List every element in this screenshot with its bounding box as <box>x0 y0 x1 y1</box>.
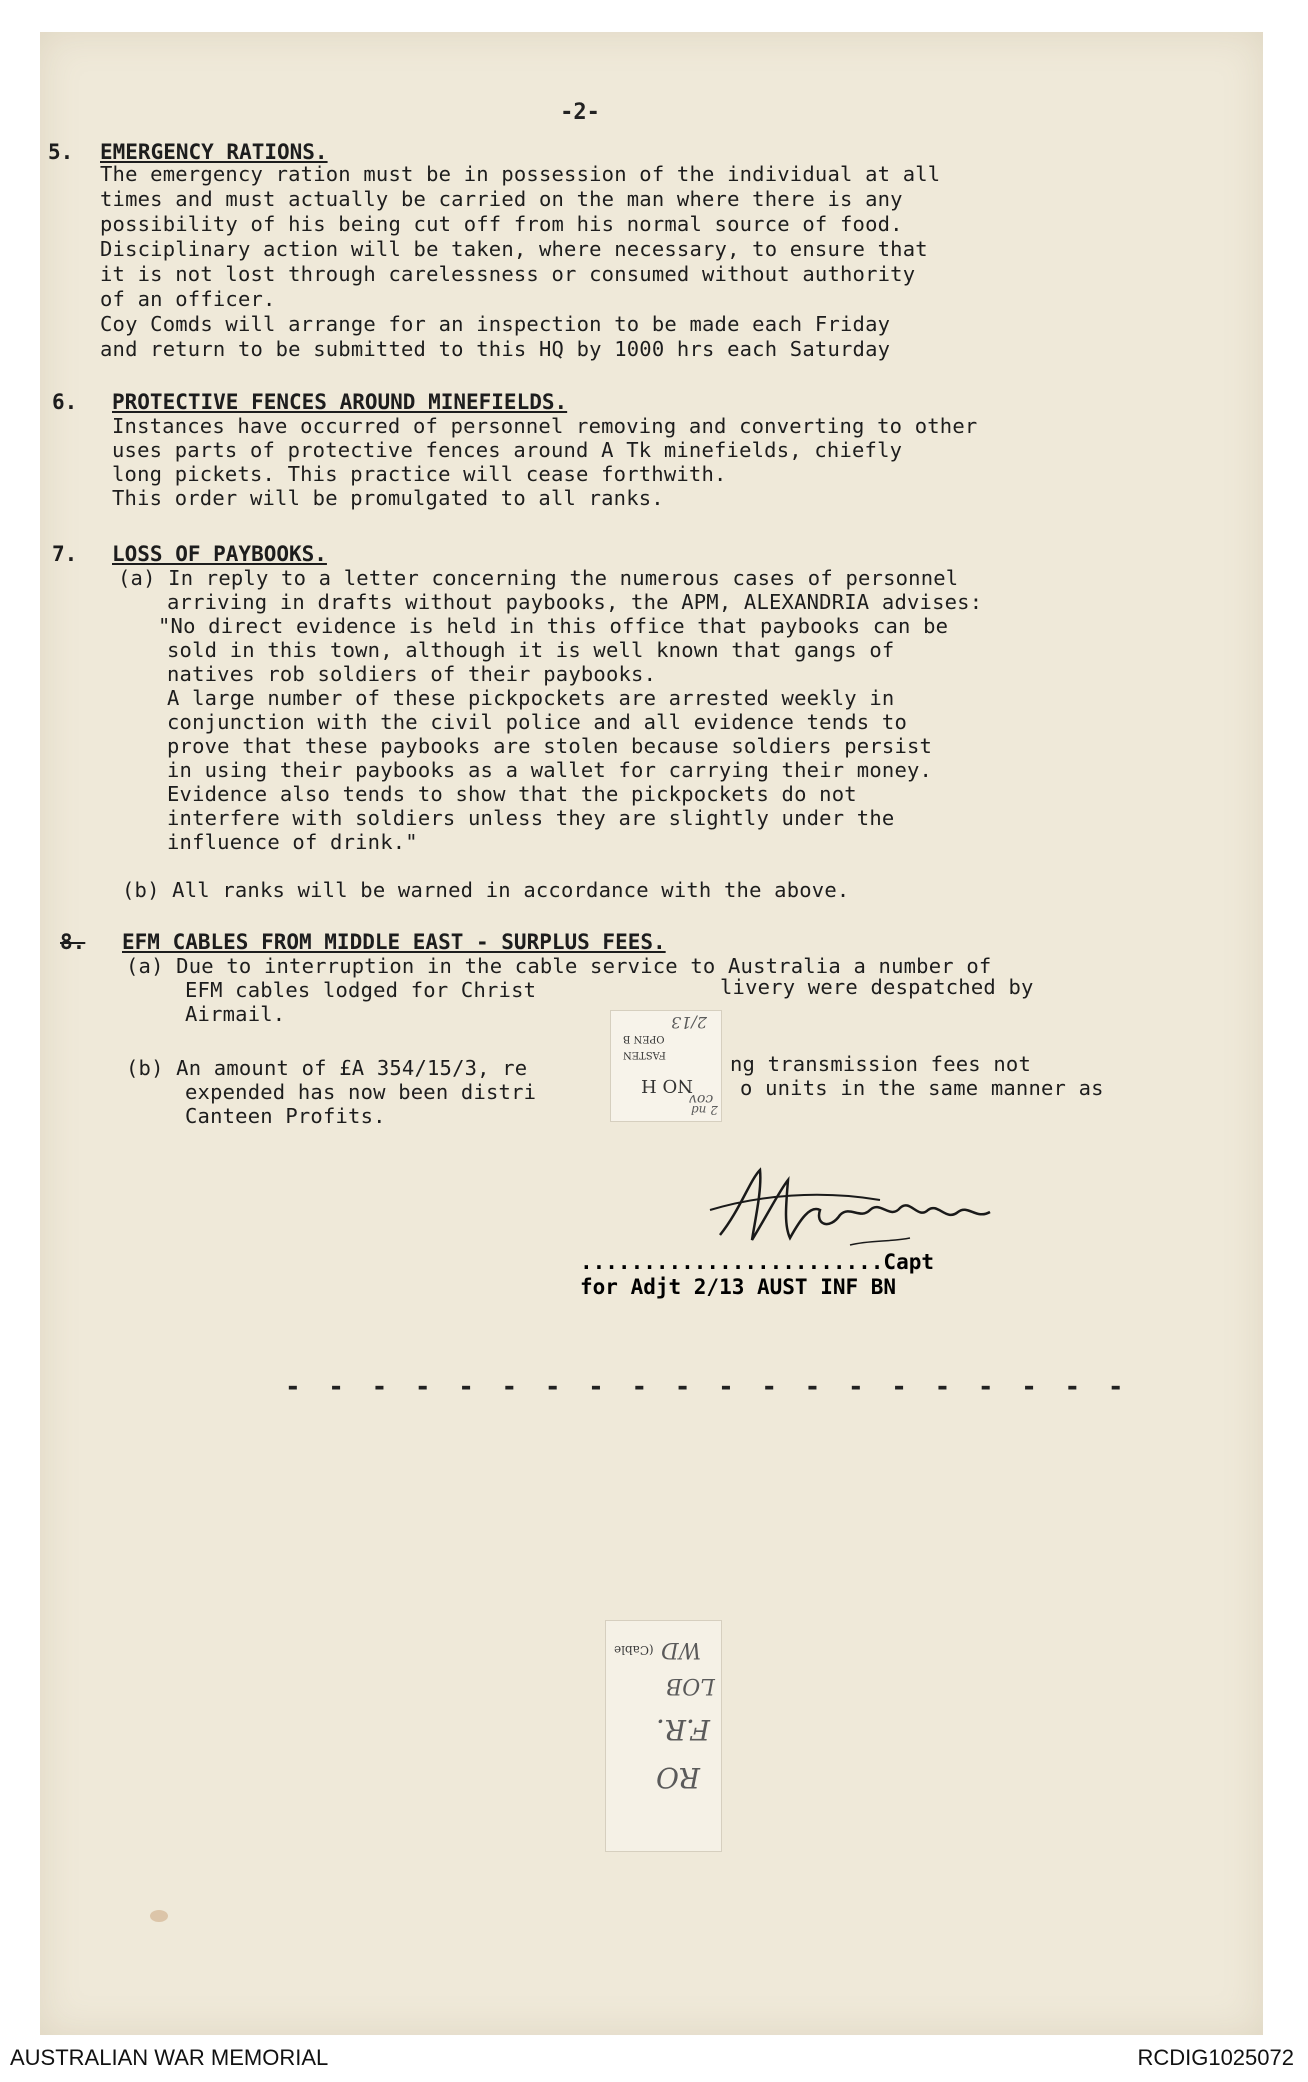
section-line: it is not lost through carelessness or consumed without authority <box>100 262 916 286</box>
section-line: Disciplinary action will be taken, where necessary, to ensure that <box>100 237 928 261</box>
section-line: A large number of these pickpockets are arrested weekly in <box>167 686 895 710</box>
stamp-text: OPEN B <box>623 1033 665 1044</box>
section-line: of an officer. <box>100 287 276 311</box>
section-number: 7. <box>52 542 78 566</box>
handwritten-note: 2/13 <box>671 1013 707 1032</box>
stamp-text: (Cable <box>614 1643 654 1657</box>
pasted-label-stamp <box>605 1620 722 1852</box>
section-divider: - - - - - - - - - - - - - - - - - - - - <box>285 1372 1130 1402</box>
section-line: influence of drink." <box>167 830 418 854</box>
paper-stain <box>150 1910 168 1922</box>
section-line: prove that these paybooks are stolen because soldiers persist <box>167 734 933 758</box>
section-heading: LOSS OF PAYBOOKS. <box>112 542 327 566</box>
section-number: 8. <box>60 930 86 954</box>
section-line: (b) All ranks will be warned in accordance with the above. <box>122 878 850 902</box>
section-line: interfere with soldiers unless they are slightly under the <box>167 806 895 830</box>
section-line: sold in this town, although it is well known that gangs of <box>167 638 895 662</box>
handwritten-note: cov <box>689 1091 714 1107</box>
section-heading: EFM CABLES FROM MIDDLE EAST - SURPLUS FEES. <box>122 930 666 954</box>
page-number: -2- <box>560 100 600 125</box>
handwritten-note: WD <box>661 1637 702 1662</box>
signature-for-line: for Adjt 2/13 AUST INF BN <box>580 1275 897 1299</box>
section-line: long pickets. This practice will cease forthwith. <box>112 462 727 486</box>
handwritten-note: RO <box>656 1761 701 1794</box>
section-line: Instances have occurred of personnel removing and converting to other <box>112 414 978 438</box>
section-number: 5. <box>48 140 74 164</box>
section-line: Canteen Profits. <box>185 1104 386 1128</box>
stamp-text: FASTEN <box>623 1049 666 1060</box>
section-heading: PROTECTIVE FENCES AROUND MINEFIELDS. <box>112 390 568 414</box>
handwritten-note: LOB <box>666 1673 715 1698</box>
signature-block <box>580 1150 1140 1310</box>
section-heading: EMERGENCY RATIONS. <box>100 140 328 164</box>
section-line: times and must actually be carried on the man where there is any <box>100 187 903 211</box>
section-line: Coy Comds will arrange for an inspection to be made each Friday <box>100 312 891 336</box>
section-line: "No direct evidence is held in this office that paybooks can be <box>158 614 949 638</box>
section-line: possibility of his being cut off from his normal source of food. <box>100 212 903 236</box>
section-protective-fences <box>52 390 1192 520</box>
section-line: This order will be promulgated to all ranks. <box>112 486 664 510</box>
section-line: Airmail. <box>185 1002 286 1026</box>
archive-footer <box>0 2035 1308 2082</box>
archive-reference: RCDIG1025072 <box>1137 2045 1294 2070</box>
section-line: expended has now been distri <box>185 1080 537 1104</box>
section-loss-of-paybooks <box>52 542 1202 912</box>
section-line: natives rob soldiers of their paybooks. <box>167 662 657 686</box>
section-line: and return to be submitted to this HQ by 1000 hrs each Saturday <box>100 337 891 361</box>
archive-name: AUSTRALIAN WAR MEMORIAL <box>10 2045 329 2070</box>
signature-rank-line: ........................Capt <box>580 1250 935 1274</box>
section-line: livery were despatched by <box>720 975 1034 999</box>
section-line: (b) An amount of £A 354/15/3, re <box>126 1056 528 1080</box>
stamp-text: NO H <box>641 1075 693 1096</box>
signature-image <box>700 1150 1020 1260</box>
pasted-label-stamp <box>610 1010 722 1122</box>
section-line: ng transmission fees not <box>730 1052 1032 1076</box>
section-line: EFM cables lodged for Christ <box>185 978 537 1002</box>
section-line: The emergency ration must be in possession of the individual at all <box>100 162 941 186</box>
handwritten-note: 2 nd <box>691 1103 718 1117</box>
section-line: (a) Due to interruption in the cable service to Australia a number of <box>126 954 992 978</box>
section-line: arriving in drafts without paybooks, the APM, ALEXANDRIA advises: <box>167 590 983 614</box>
section-number: 6. <box>52 390 78 414</box>
section-line: conjunction with the civil police and all evidence tends to <box>167 710 907 734</box>
section-line: Evidence also tends to show that the pickpockets do not <box>167 782 857 806</box>
section-line: in using their paybooks as a wallet for carrying their money. <box>167 758 933 782</box>
section-line: o units in the same manner as <box>740 1076 1104 1100</box>
section-line: (a) In reply to a letter concerning the numerous cases of personnel <box>118 566 959 590</box>
handwritten-note: F.R. <box>656 1713 710 1746</box>
section-line: uses parts of protective fences around A Tk minefields, chiefly <box>112 438 903 462</box>
section-emergency-rations <box>48 140 1178 370</box>
